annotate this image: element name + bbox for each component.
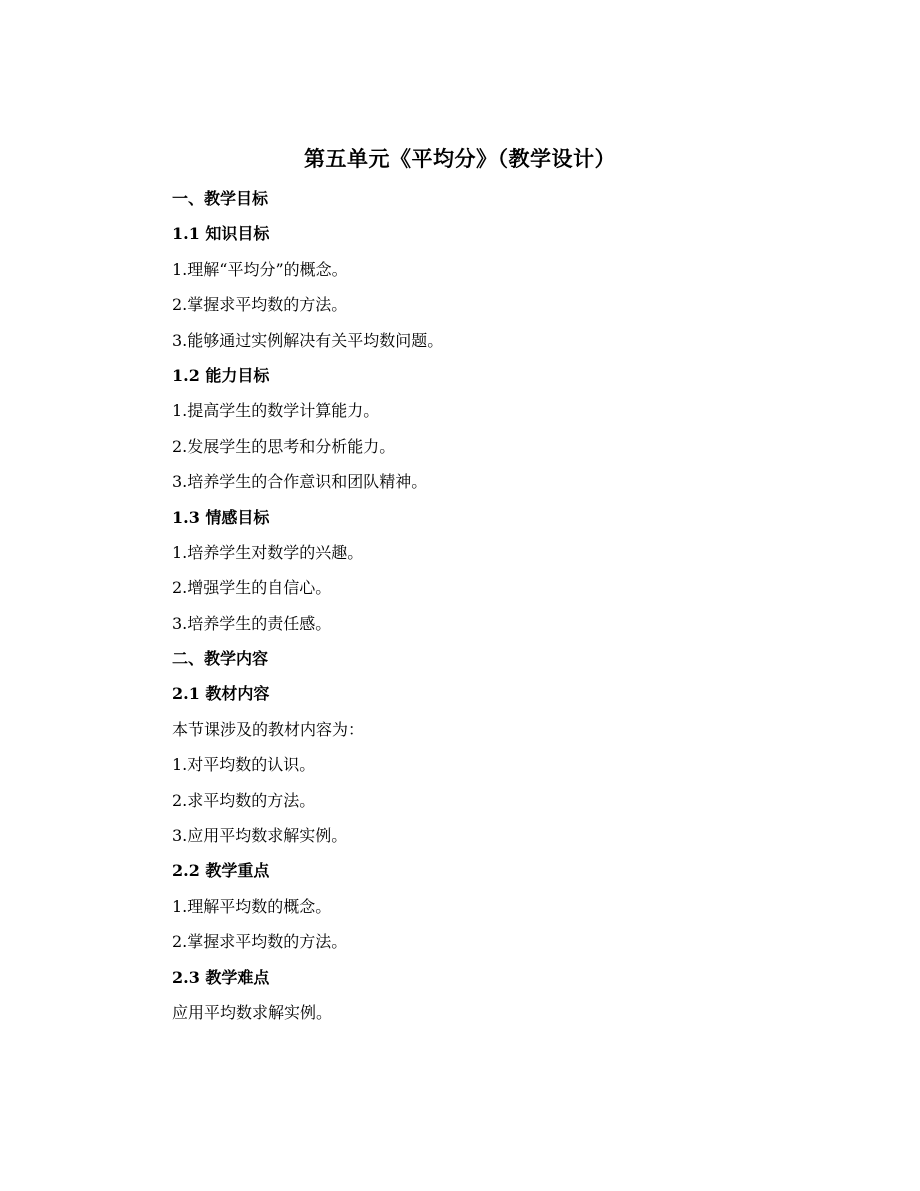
subsection-heading: 2.1 教材内容 bbox=[172, 684, 270, 704]
list-item: 3.培养学生的责任感。 bbox=[172, 613, 332, 633]
list-item: 1.培养学生对数学的兴趣。 bbox=[172, 542, 364, 562]
list-item: 3.应用平均数求解实例。 bbox=[172, 826, 348, 846]
document-title: 第五单元《平均分》（教学设计） bbox=[304, 146, 616, 171]
list-item: 1.对平均数的认识。 bbox=[172, 755, 316, 775]
list-item: 2.掌握求平均数的方法。 bbox=[172, 295, 348, 315]
subsection-heading: 1.2 能力目标 bbox=[172, 365, 270, 385]
list-item: 2.增强学生的自信心。 bbox=[172, 578, 332, 598]
list-item: 3.培养学生的合作意识和团队精神。 bbox=[172, 472, 428, 492]
list-item: 1.理解“平均分”的概念。 bbox=[172, 259, 348, 279]
list-item: 2.求平均数的方法。 bbox=[172, 790, 316, 810]
subsection-heading: 2.2 教学重点 bbox=[172, 861, 270, 881]
document-body bbox=[172, 181, 748, 1030]
list-item: 2.发展学生的思考和分析能力。 bbox=[172, 436, 396, 456]
subsection-heading: 1.3 情感目标 bbox=[172, 507, 270, 527]
list-item: 1.理解平均数的概念。 bbox=[172, 896, 332, 916]
section-heading: 一、教学目标 bbox=[172, 189, 269, 208]
list-item: 2.掌握求平均数的方法。 bbox=[172, 932, 348, 952]
subsection-heading: 1.1 知识目标 bbox=[172, 224, 270, 244]
paragraph: 应用平均数求解实例。 bbox=[172, 1002, 333, 1022]
subsection-heading: 2.3 教学难点 bbox=[172, 967, 270, 987]
paragraph: 本节课涉及的教材内容为： bbox=[172, 719, 365, 739]
section-heading: 二、教学内容 bbox=[172, 649, 269, 669]
list-item: 1.提高学生的数学计算能力。 bbox=[172, 401, 380, 421]
list-item: 3.能够通过实例解决有关平均数问题。 bbox=[172, 330, 444, 350]
